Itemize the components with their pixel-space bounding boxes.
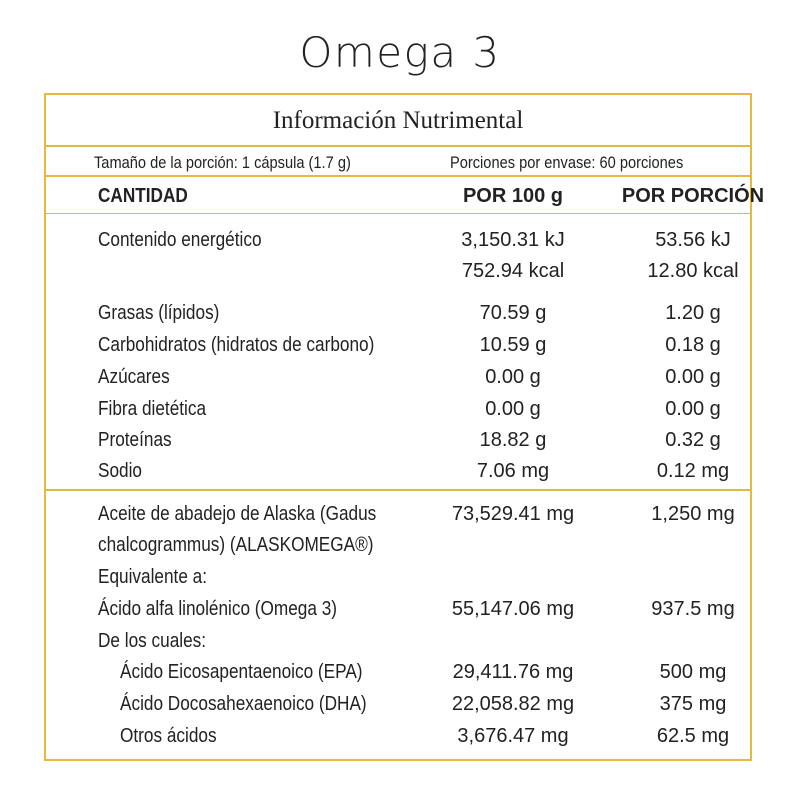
divider — [46, 145, 750, 147]
nutrient-name: Contenido energético — [98, 229, 262, 251]
ala-per-serving: 937.5 mg — [651, 598, 735, 620]
nutrient-per-100g: 3,150.31 kJ — [461, 229, 565, 251]
nutrient-per-100g: 7.06 mg — [476, 460, 550, 482]
ala-name: Ácido alfa linolénico (Omega 3) — [98, 598, 338, 620]
nutrient-name: Grasas (lípidos) — [98, 302, 220, 324]
nutrient-per-serving: 0.12 mg — [656, 460, 730, 482]
nutrient-per-100g: 0.00 g — [485, 366, 541, 388]
divider — [46, 175, 750, 177]
acid-per-serving: 500 mg — [659, 661, 727, 683]
divider — [46, 213, 750, 214]
nutrition-facts-panel — [44, 93, 765, 761]
nutrient-per-100g: 70.59 g — [479, 302, 547, 324]
equivalent-label: Equivalente a: — [98, 566, 208, 588]
ingredient-per-100g: 73,529.41 mg — [451, 503, 575, 525]
of-which-label: De los cuales: — [98, 630, 207, 652]
ingredient-per-serving: 1,250 mg — [651, 503, 735, 525]
divider — [46, 489, 750, 491]
nutrient-per-100g: 752.94 kcal — [461, 260, 565, 282]
serving-size: Tamaño de la porción: 1 cápsula (1.7 g) — [94, 153, 351, 172]
nutrient-per-serving: 0.32 g — [665, 429, 721, 451]
nutrient-name: Fibra dietética — [98, 398, 207, 420]
nutrient-per-serving: 12.80 kcal — [647, 260, 739, 282]
nutrient-per-serving: 0.00 g — [665, 366, 721, 388]
panel-heading: Información Nutrimental — [272, 107, 524, 134]
ala-per-100g: 55,147.06 mg — [451, 598, 575, 620]
column-header-amount: CANTIDAD — [98, 185, 188, 207]
nutrient-per-100g: 10.59 g — [479, 334, 547, 356]
acid-per-100g: 29,411.76 mg — [452, 661, 574, 683]
column-header-per-serving: POR PORCIÓN — [621, 185, 765, 207]
nutrient-per-100g: 0.00 g — [485, 398, 541, 420]
acid-name: Ácido Eicosapentaenoico (EPA) — [120, 661, 363, 683]
nutrient-name: Sodio — [98, 460, 142, 482]
nutrient-per-serving: 1.20 g — [665, 302, 721, 324]
servings-per-container: Porciones por envase: 60 porciones — [450, 153, 684, 172]
nutrient-per-serving: 0.00 g — [665, 398, 721, 420]
nutrient-per-100g: 18.82 g — [479, 429, 547, 451]
ingredient-name-line2: chalcogrammus) (ALASKOMEGA®) — [98, 534, 374, 556]
acid-per-100g: 22,058.82 mg — [451, 693, 575, 715]
nutrient-name: Azúcares — [98, 366, 170, 388]
acid-name: Ácido Docosahexaenoico (DHA) — [120, 693, 367, 715]
nutrient-per-serving: 53.56 kJ — [655, 229, 731, 251]
nutrient-per-serving: 0.18 g — [665, 334, 721, 356]
nutrient-name: Proteínas — [98, 429, 172, 451]
column-header-per-100g: POR 100 g — [462, 185, 564, 207]
product-title: Omega 3 — [299, 28, 501, 77]
acid-per-serving: 62.5 mg — [656, 725, 730, 747]
nutrient-name: Carbohidratos (hidratos de carbono) — [98, 334, 375, 356]
acid-per-serving: 375 mg — [659, 693, 727, 715]
acid-per-100g: 3,676.47 mg — [457, 725, 569, 747]
acid-name: Otros ácidos — [120, 725, 217, 747]
ingredient-name-line1: Aceite de abadejo de Alaska (Gadus — [98, 503, 377, 525]
